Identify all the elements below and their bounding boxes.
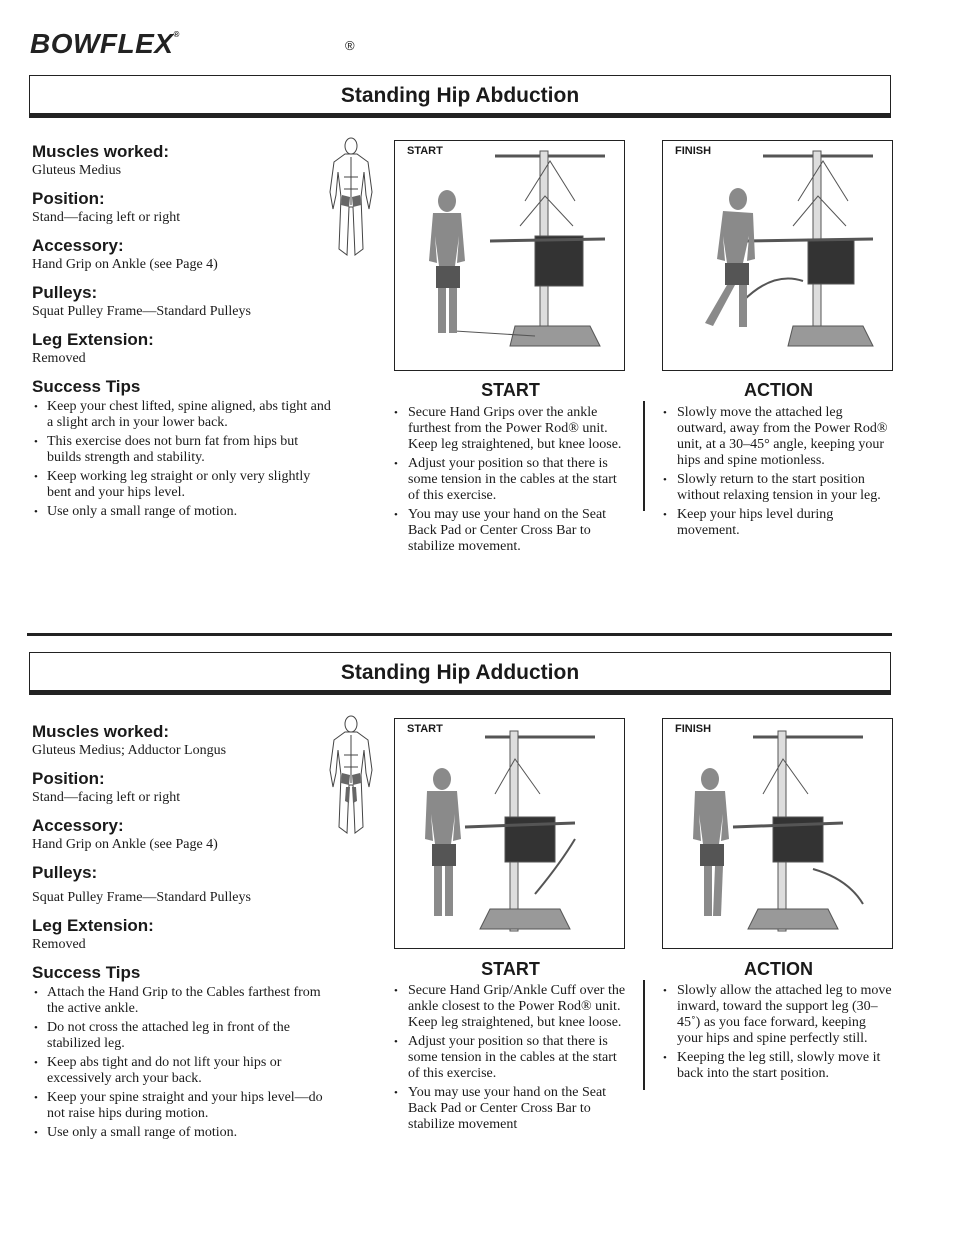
machine-illustration-icon xyxy=(663,141,893,371)
leg-extension-label: Leg Extension: xyxy=(32,916,154,935)
list-item: • Use only a small range of motion. xyxy=(32,504,332,520)
brand-logo: BOWFLEX® xyxy=(30,28,180,59)
muscles-value: Gluteus Medius; Adductor Longus xyxy=(32,743,227,758)
photo-label: START xyxy=(407,145,443,157)
start-steps xyxy=(394,983,626,1136)
photo-label: FINISH xyxy=(675,723,712,735)
accessory-value: Hand Grip on Ankle (see Page 4) xyxy=(32,837,218,852)
position-value: Stand—facing left or right xyxy=(32,210,181,225)
list-item: • Keeping the leg still, slowly move it back into the start position. xyxy=(663,1050,895,1082)
action-steps xyxy=(663,983,895,1085)
finish-photo xyxy=(662,718,893,949)
exercise-title: Standing Hip Adduction xyxy=(340,661,580,684)
finish-photo xyxy=(662,140,893,371)
action-heading: ACTION xyxy=(744,380,813,400)
list-item: • Keep your hips level during movement. xyxy=(663,507,895,539)
pulleys-value: Squat Pulley Frame—Standard Pulleys xyxy=(32,890,251,905)
start-photo xyxy=(394,718,625,949)
column-divider xyxy=(643,980,645,1090)
photo-label: START xyxy=(407,723,443,735)
machine-illustration-icon xyxy=(395,719,625,949)
list-item: • Keep abs tight and do not lift your hips or excessively arch your back. xyxy=(32,1055,332,1087)
accessory-label: Accessory: xyxy=(32,236,124,255)
success-tips-heading: Success Tips xyxy=(32,963,141,982)
leg-extension-label: Leg Extension: xyxy=(32,330,154,349)
list-item: • You may use your hand on the Seat Back Pad or Center Cross Bar to stabilize movement xyxy=(394,1085,626,1133)
machine-illustration-icon xyxy=(663,719,893,949)
list-item: • Slowly allow the attached leg to move inward, toward the support leg (30–45˚) as you face forward, keeping your hips and spine perfectly still. xyxy=(663,983,895,1047)
start-photo xyxy=(394,140,625,371)
exercise-title-box xyxy=(29,652,891,695)
leg-extension-value: Removed xyxy=(32,351,86,366)
list-item: • Keep your spine straight and your hips level—do not raise hips during motion. xyxy=(32,1090,332,1122)
list-item: • This exercise does not burn fat from hips but builds strength and stability. xyxy=(32,434,332,466)
list-item: • Slowly return to the start position without relaxing tension in your leg. xyxy=(663,472,895,504)
list-item: • Keep working leg straight or only very slightly bent and your hips level. xyxy=(32,469,332,501)
photo-label: FINISH xyxy=(675,145,712,157)
pulleys-label: Pulleys: xyxy=(32,283,98,302)
list-item: • Slowly move the attached leg outward, away from the Power Rod® unit, at a 30–45° angle, keeping your hips and spine motionless. xyxy=(663,405,895,469)
action-heading: ACTION xyxy=(744,959,813,979)
exercise-title: Standing Hip Abduction xyxy=(340,84,580,107)
position-value: Stand—facing left or right xyxy=(32,790,181,805)
position-label: Position: xyxy=(32,769,105,788)
list-item: • You may use your hand on the Seat Back Pad or Center Cross Bar to stabilize movement. xyxy=(394,507,626,555)
exercise-details xyxy=(32,142,332,523)
pulleys-value: Squat Pulley Frame—Standard Pulleys xyxy=(32,304,251,319)
leg-extension-value: Removed xyxy=(32,937,86,952)
list-item: • Adjust your position so that there is some tension in the cables at the start of this exercise. xyxy=(394,456,626,504)
start-heading: START xyxy=(481,959,540,979)
pulleys-label: Pulleys: xyxy=(32,863,98,882)
list-item: • Secure Hand Grip/Ankle Cuff over the ankle closest to the Power Rod® unit. Keep leg straightened, but knee loose. xyxy=(394,983,626,1031)
accessory-label: Accessory: xyxy=(32,816,124,835)
list-item: • Attach the Hand Grip to the Cables farthest from the active ankle. xyxy=(32,985,332,1017)
position-label: Position: xyxy=(32,189,105,208)
success-tips-list xyxy=(32,985,332,1141)
exercise-title-box xyxy=(29,75,891,118)
muscles-label: Muscles worked: xyxy=(32,142,169,161)
start-steps xyxy=(394,405,626,558)
list-item: • Use only a small range of motion. xyxy=(32,1125,332,1141)
section-divider xyxy=(27,633,892,636)
list-item: • Secure Hand Grips over the ankle furthest from the Power Rod® unit. Keep leg straightened, but knee loose. xyxy=(394,405,626,453)
list-item: • Keep your chest lifted, spine aligned, abs tight and a slight arch in your lower back. xyxy=(32,399,332,431)
muscles-label: Muscles worked: xyxy=(32,722,169,741)
muscle-diagram-icon xyxy=(322,137,380,257)
start-heading: START xyxy=(481,380,540,400)
column-divider xyxy=(643,401,645,511)
registered-mark: ® xyxy=(345,38,355,53)
action-steps xyxy=(663,405,895,542)
machine-illustration-icon xyxy=(395,141,625,371)
muscle-diagram-icon xyxy=(322,715,380,835)
accessory-value: Hand Grip on Ankle (see Page 4) xyxy=(32,257,218,272)
success-tips-list xyxy=(32,399,332,520)
list-item: • Do not cross the attached leg in front of the stabilized leg. xyxy=(32,1020,332,1052)
success-tips-heading: Success Tips xyxy=(32,377,141,396)
exercise-details xyxy=(32,722,332,1144)
list-item: • Adjust your position so that there is some tension in the cables at the start of this exercise. xyxy=(394,1034,626,1082)
muscles-value: Gluteus Medius xyxy=(32,163,122,178)
